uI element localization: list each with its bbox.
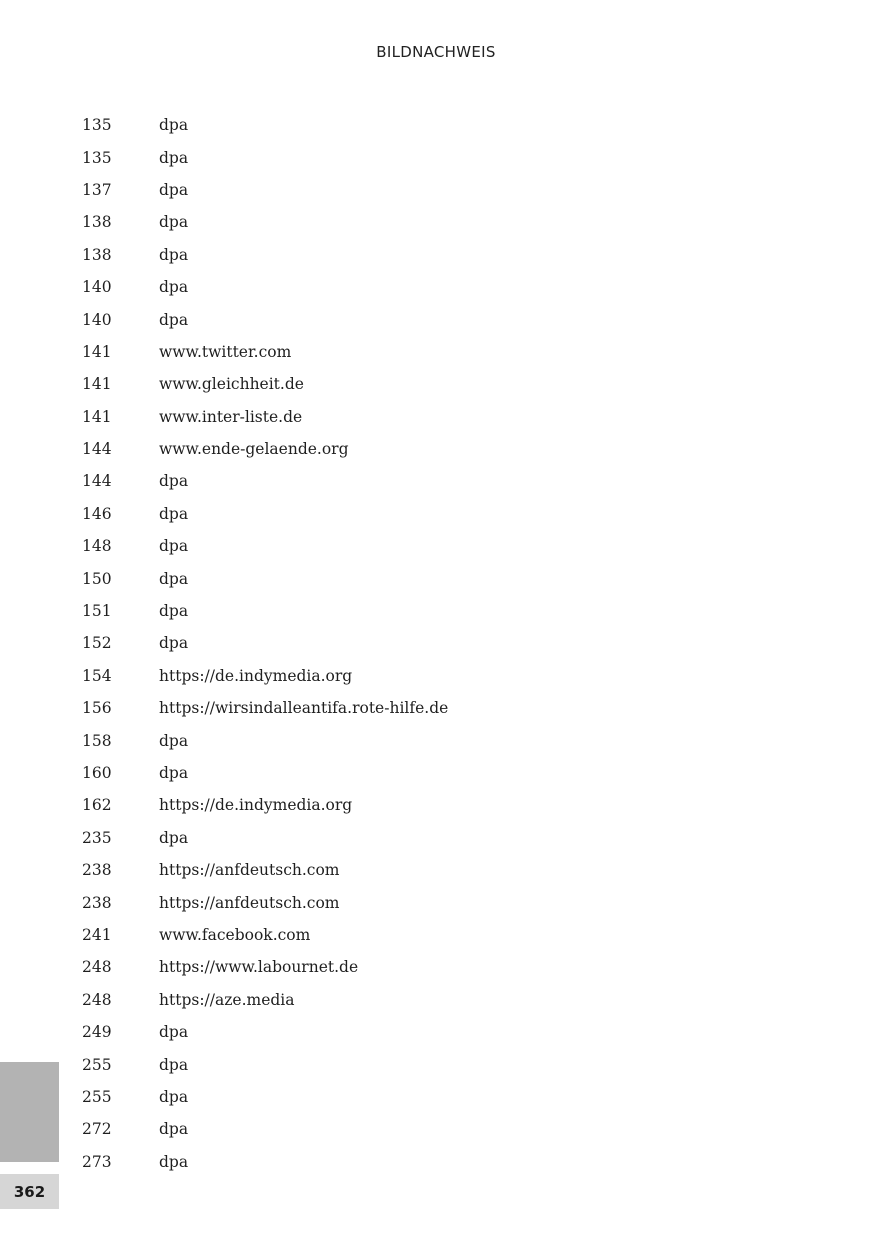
credit-page-number: 158 [82, 731, 112, 750]
credit-page-number: 141 [82, 342, 112, 361]
credit-source: https://anfdeutsch.com [159, 893, 340, 912]
credit-row [82, 660, 448, 692]
credit-source: https://de.indymedia.org [159, 796, 353, 815]
credit-source: dpa [159, 213, 189, 232]
credit-row [82, 530, 448, 562]
credit-page-number: 138 [82, 245, 112, 264]
credit-source: dpa [159, 116, 189, 135]
credit-row [82, 984, 448, 1016]
page-number: 362 [0, 1174, 59, 1209]
credit-row [82, 336, 448, 368]
credit-page-number: 137 [82, 180, 112, 199]
credit-page-number: 144 [82, 472, 112, 491]
credit-row [82, 465, 448, 497]
credit-row [82, 854, 448, 886]
credit-source: dpa [159, 310, 189, 329]
credit-page-number: 238 [82, 861, 112, 880]
credit-source: https://aze.media [159, 990, 295, 1009]
credit-page-number: 160 [82, 764, 112, 782]
credit-row [82, 562, 448, 594]
credit-row [82, 239, 448, 271]
credit-page-number: 138 [82, 213, 112, 232]
credit-page-number: 272 [82, 1120, 112, 1139]
credit-page-number: 154 [82, 666, 112, 685]
credit-source: dpa [159, 1087, 189, 1106]
credit-row [82, 271, 448, 303]
credit-source: dpa [159, 1023, 189, 1042]
credit-source: dpa [159, 1120, 189, 1139]
credit-row [82, 692, 448, 724]
credit-row [82, 1113, 448, 1145]
credit-source: www.inter-liste.de [159, 407, 303, 426]
credit-page-number: 150 [82, 569, 112, 588]
credit-source: dpa [159, 731, 189, 750]
credit-page-number: 248 [82, 958, 112, 977]
credit-row [82, 951, 448, 983]
credit-row [82, 757, 448, 789]
credit-page-number: 255 [82, 1055, 112, 1074]
credit-page-number: 238 [82, 893, 112, 912]
credit-source: https://wirsindalleantifa.rote-hilfe.de [159, 699, 449, 718]
credit-page-number: 156 [82, 699, 112, 718]
credit-row [82, 627, 448, 659]
credit-page-number: 249 [82, 1023, 112, 1042]
credit-row [82, 368, 448, 400]
credit-page-number: 235 [82, 828, 112, 847]
credit-page-number: 141 [82, 375, 112, 394]
credit-row [82, 498, 448, 530]
credit-page-number: 151 [82, 602, 112, 621]
credit-source: dpa [159, 602, 189, 621]
credit-row [82, 789, 448, 821]
credit-page-number: 273 [82, 1152, 112, 1171]
credit-page-number: 162 [82, 796, 112, 815]
credit-source: dpa [159, 828, 189, 847]
credit-source: dpa [159, 472, 189, 491]
credit-row [82, 433, 448, 465]
credit-row [82, 141, 448, 173]
credit-page-number: 248 [82, 990, 112, 1009]
thumb-index-tab [0, 1062, 59, 1162]
credit-source: dpa [159, 764, 189, 782]
credit-row [82, 109, 448, 141]
credit-source: dpa [159, 180, 189, 199]
credit-row [82, 206, 448, 238]
credit-row [82, 822, 448, 854]
credit-page-number: 241 [82, 925, 112, 944]
credit-source: dpa [159, 278, 189, 297]
credit-row [82, 1146, 448, 1178]
credit-row [82, 724, 448, 756]
credit-source: www.ende-gelaende.org [159, 440, 349, 459]
credit-row [82, 303, 448, 335]
credit-row [82, 595, 448, 627]
credit-page-number: 146 [82, 504, 112, 523]
credit-source: dpa [159, 569, 189, 588]
credit-source: dpa [159, 148, 189, 167]
credit-page-number: 144 [82, 440, 112, 459]
credit-row [82, 174, 448, 206]
credit-row [82, 1081, 448, 1113]
credit-source: https://anfdeutsch.com [159, 861, 340, 880]
credit-source: dpa [159, 537, 189, 556]
credit-source: https://de.indymedia.org [159, 666, 353, 685]
credit-source: www.twitter.com [159, 342, 292, 361]
credit-row [82, 401, 448, 433]
credit-row [82, 919, 448, 951]
credit-source: www.facebook.com [159, 925, 311, 944]
credit-source: dpa [159, 1152, 189, 1171]
credit-row [82, 1016, 448, 1048]
credit-source: dpa [159, 504, 189, 523]
credit-page-number: 135 [82, 116, 112, 135]
credit-source: www.gleichheit.de [159, 375, 304, 394]
credit-page-number: 140 [82, 278, 112, 297]
running-head: BILDNACHWEIS [376, 43, 496, 61]
credit-page-number: 255 [82, 1087, 112, 1106]
credit-source: dpa [159, 245, 189, 264]
credit-row [82, 1048, 448, 1080]
credit-source: dpa [159, 634, 189, 653]
credit-page-number: 148 [82, 537, 112, 556]
credit-page-number: 135 [82, 148, 112, 167]
credit-row [82, 886, 448, 918]
credit-source: dpa [159, 1055, 189, 1074]
credit-page-number: 152 [82, 634, 112, 653]
credit-source: https://www.labournet.de [159, 958, 359, 977]
credit-page-number: 141 [82, 407, 112, 426]
credit-list [82, 109, 448, 1178]
credit-page-number: 140 [82, 310, 112, 329]
